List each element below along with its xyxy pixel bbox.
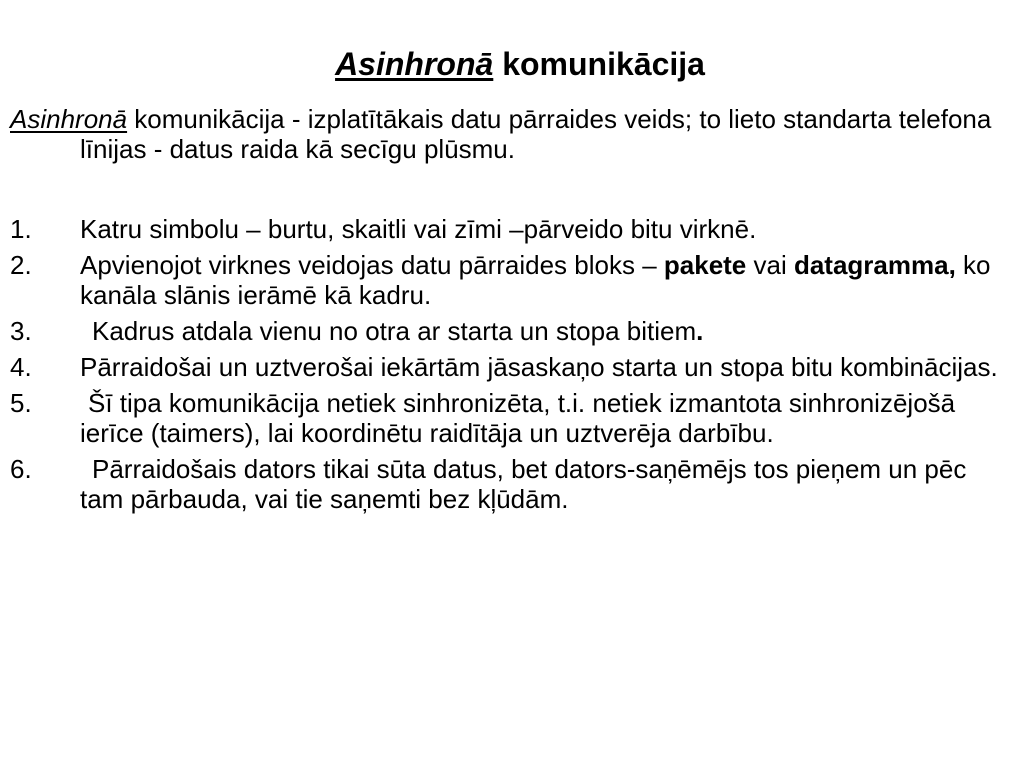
slide-title [0, 42, 1024, 86]
intro-term: Asinhronā [10, 104, 128, 134]
list-number: 2. [10, 250, 32, 280]
list-text: Pārraidošais dators tikai sūta datus, bet dators-saņēmējs tos pieņem un pēc tam pārbauda, vai tie saņemti bez kļūdām. [80, 454, 967, 514]
list-text: Kadrus atdala vienu no otra ar starta un stopa bitiem [92, 316, 697, 346]
list-number: 5. [10, 388, 32, 418]
list-text: Pārraidošai un uztverošai iekārtām jāsaskaņo starta un stopa bitu kombinācijas. [80, 352, 998, 382]
list-number: 3. [10, 316, 32, 346]
slide-body [10, 104, 1010, 520]
list-item-4 [10, 352, 1010, 382]
list-item-1 [10, 214, 1010, 244]
numbered-list [10, 214, 1010, 514]
term-pakete: pakete [663, 250, 747, 280]
title-term: Asinhronā [335, 46, 494, 82]
list-text-end: . [696, 316, 704, 346]
list-item-6 [10, 454, 1010, 514]
list-number: 4. [10, 352, 32, 382]
list-number: 6. [10, 454, 32, 484]
intro-text: komunikācija - izplatītākais datu pārraides veids; to lieto standarta telefona līnijas - datus raida kā secīgu plūsmu. [80, 104, 992, 164]
list-text: Apvienojot virknes veidojas datu pārraides bloks – [80, 250, 664, 280]
list-item-2 [10, 250, 1010, 310]
term-datagramma: datagramma, [793, 250, 956, 280]
list-text: Katru simbolu – burtu, skaitli vai zīmi –pārveido bitu virknē. [80, 214, 757, 244]
list-text: vai [746, 250, 794, 280]
title-rest: komunikācija [493, 46, 705, 82]
list-text: Šī tipa komunikācija netiek sinhronizēta, t.i. netiek izmantota sinhronizējošā ierīce (taimers), lai koordinētu raidītāja un uztverēja darbību. [80, 388, 956, 448]
list-item-5 [10, 388, 1010, 448]
list-number: 1. [10, 214, 32, 244]
intro-paragraph [10, 104, 1010, 164]
list-item-3 [10, 316, 1010, 346]
list-text: ko kanāla slānis ierāmē kā kadru. [80, 250, 991, 310]
